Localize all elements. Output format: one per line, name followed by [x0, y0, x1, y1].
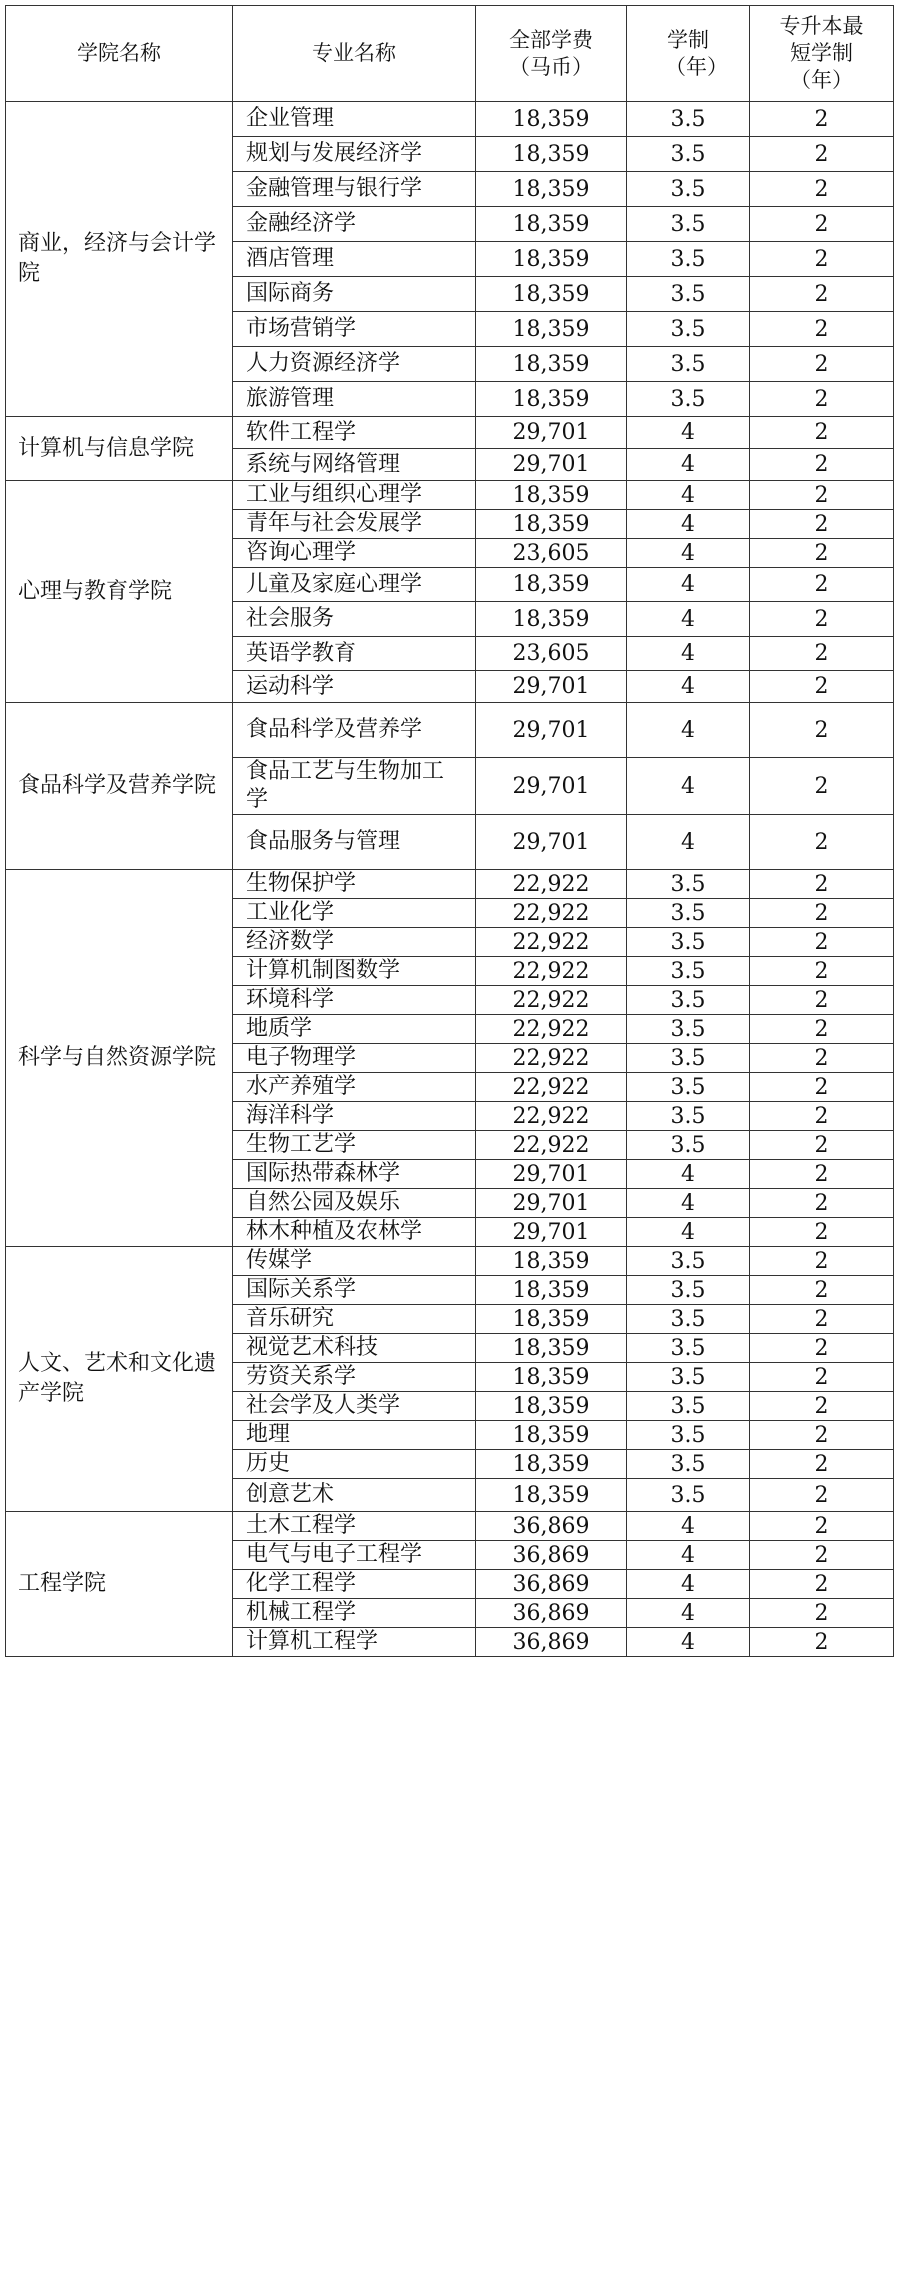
min-duration-cell: 2 — [750, 277, 894, 312]
tuition-fee-cell: 22,922 — [476, 899, 627, 928]
min-duration-cell: 2 — [750, 382, 894, 417]
min-duration-cell: 2 — [750, 1073, 894, 1102]
duration-cell: 3.5 — [627, 1276, 750, 1305]
tuition-fee-cell: 18,359 — [476, 510, 627, 539]
duration-cell: 3.5 — [627, 870, 750, 899]
tuition-fee-cell: 18,359 — [476, 1392, 627, 1421]
min-duration-cell: 2 — [750, 102, 894, 137]
duration-cell: 3.5 — [627, 137, 750, 172]
major-name-cell: 社会服务 — [233, 602, 476, 637]
min-duration-cell: 2 — [750, 539, 894, 568]
table-row — [6, 870, 894, 899]
duration-cell: 4 — [627, 1512, 750, 1541]
duration-cell: 3.5 — [627, 928, 750, 957]
tuition-fee-cell: 22,922 — [476, 986, 627, 1015]
major-name-cell: 金融管理与银行学 — [233, 172, 476, 207]
tuition-fee-cell: 29,701 — [476, 449, 627, 481]
college-name-cell: 食品科学及营养学院 — [6, 703, 233, 870]
tuition-fee-cell: 29,701 — [476, 671, 627, 703]
major-name-cell: 林木种植及农林学 — [233, 1218, 476, 1247]
min-duration-cell: 2 — [750, 1334, 894, 1363]
major-name-cell: 音乐研究 — [233, 1305, 476, 1334]
major-name-cell: 生物保护学 — [233, 870, 476, 899]
header-duration: 学制（年） — [627, 6, 750, 102]
min-duration-cell: 2 — [750, 510, 894, 539]
min-duration-cell: 2 — [750, 1450, 894, 1479]
min-duration-cell: 2 — [750, 870, 894, 899]
tuition-fee-cell: 18,359 — [476, 1479, 627, 1512]
tuition-fee-cell: 22,922 — [476, 1015, 627, 1044]
tuition-fee-cell: 18,359 — [476, 242, 627, 277]
duration-cell: 4 — [627, 1189, 750, 1218]
duration-cell: 3.5 — [627, 1363, 750, 1392]
major-name-cell: 地理 — [233, 1421, 476, 1450]
major-name-cell: 旅游管理 — [233, 382, 476, 417]
min-duration-cell: 2 — [750, 1541, 894, 1570]
duration-cell: 3.5 — [627, 1450, 750, 1479]
min-duration-cell: 2 — [750, 207, 894, 242]
major-name-cell: 国际热带森林学 — [233, 1160, 476, 1189]
min-duration-cell: 2 — [750, 899, 894, 928]
min-duration-cell: 2 — [750, 312, 894, 347]
duration-cell: 3.5 — [627, 382, 750, 417]
duration-cell: 3.5 — [627, 1305, 750, 1334]
duration-cell: 4 — [627, 703, 750, 758]
min-duration-cell: 2 — [750, 1512, 894, 1541]
min-duration-cell: 2 — [750, 242, 894, 277]
college-name-cell: 商业，经济与会计学院 — [6, 102, 233, 417]
major-name-cell: 市场营销学 — [233, 312, 476, 347]
major-name-cell: 劳资关系学 — [233, 1363, 476, 1392]
duration-cell: 3.5 — [627, 1392, 750, 1421]
major-name-cell: 海洋科学 — [233, 1102, 476, 1131]
duration-cell: 4 — [627, 637, 750, 671]
tuition-fee-cell: 18,359 — [476, 137, 627, 172]
duration-cell: 3.5 — [627, 1334, 750, 1363]
major-name-cell: 企业管理 — [233, 102, 476, 137]
min-duration-cell: 2 — [750, 957, 894, 986]
major-name-cell: 运动科学 — [233, 671, 476, 703]
tuition-fee-cell: 18,359 — [476, 347, 627, 382]
duration-cell: 4 — [627, 1599, 750, 1628]
min-duration-cell: 2 — [750, 1363, 894, 1392]
major-name-cell: 社会学及人类学 — [233, 1392, 476, 1421]
tuition-fee-cell: 22,922 — [476, 1131, 627, 1160]
major-name-cell: 系统与网络管理 — [233, 449, 476, 481]
major-name-cell: 工业与组织心理学 — [233, 481, 476, 510]
tuition-fee-cell: 18,359 — [476, 207, 627, 242]
min-duration-cell: 2 — [750, 449, 894, 481]
duration-cell: 3.5 — [627, 207, 750, 242]
tuition-fee-cell: 18,359 — [476, 1305, 627, 1334]
min-duration-cell: 2 — [750, 568, 894, 602]
major-name-cell: 生物工艺学 — [233, 1131, 476, 1160]
min-duration-cell: 2 — [750, 758, 894, 815]
duration-cell: 3.5 — [627, 1479, 750, 1512]
table-row — [6, 1512, 894, 1541]
duration-cell: 3.5 — [627, 102, 750, 137]
min-duration-cell: 2 — [750, 1044, 894, 1073]
tuition-fee-cell: 29,701 — [476, 1218, 627, 1247]
duration-cell: 4 — [627, 568, 750, 602]
tuition-fee-cell: 18,359 — [476, 1421, 627, 1450]
major-name-cell: 工业化学 — [233, 899, 476, 928]
min-duration-cell: 2 — [750, 1628, 894, 1657]
tuition-fee-cell: 23,605 — [476, 539, 627, 568]
major-name-cell: 历史 — [233, 1450, 476, 1479]
tuition-fee-cell: 22,922 — [476, 1073, 627, 1102]
min-duration-cell: 2 — [750, 815, 894, 870]
major-name-cell: 食品服务与管理 — [233, 815, 476, 870]
tuition-fee-cell: 18,359 — [476, 1363, 627, 1392]
college-name-cell: 人文、艺术和文化遗产学院 — [6, 1247, 233, 1512]
major-name-cell: 人力资源经济学 — [233, 347, 476, 382]
table-row — [6, 703, 894, 758]
tuition-fee-cell: 29,701 — [476, 703, 627, 758]
duration-cell: 4 — [627, 1570, 750, 1599]
tuition-fee-cell: 22,922 — [476, 1102, 627, 1131]
tuition-fee-cell: 29,701 — [476, 815, 627, 870]
min-duration-cell: 2 — [750, 1218, 894, 1247]
major-name-cell: 计算机制图数学 — [233, 957, 476, 986]
min-duration-cell: 2 — [750, 1305, 894, 1334]
duration-cell: 3.5 — [627, 1421, 750, 1450]
major-name-cell: 创意艺术 — [233, 1479, 476, 1512]
major-name-cell: 计算机工程学 — [233, 1628, 476, 1657]
major-name-cell: 经济数学 — [233, 928, 476, 957]
major-name-cell: 传媒学 — [233, 1247, 476, 1276]
major-name-cell: 机械工程学 — [233, 1599, 476, 1628]
major-name-cell: 水产养殖学 — [233, 1073, 476, 1102]
major-name-cell: 咨询心理学 — [233, 539, 476, 568]
duration-cell: 3.5 — [627, 347, 750, 382]
tuition-fee-cell: 18,359 — [476, 602, 627, 637]
major-name-cell: 食品科学及营养学 — [233, 703, 476, 758]
major-name-cell: 地质学 — [233, 1015, 476, 1044]
tuition-fee-cell: 18,359 — [476, 1450, 627, 1479]
duration-cell: 4 — [627, 602, 750, 637]
table-row — [6, 1247, 894, 1276]
major-name-cell: 视觉艺术科技 — [233, 1334, 476, 1363]
duration-cell: 3.5 — [627, 1073, 750, 1102]
tuition-fee-cell: 18,359 — [476, 172, 627, 207]
major-name-cell: 食品工艺与生物加工学 — [233, 758, 476, 815]
tuition-fee-cell: 36,869 — [476, 1570, 627, 1599]
tuition-fee-cell: 29,701 — [476, 1189, 627, 1218]
tuition-fee-cell: 18,359 — [476, 382, 627, 417]
tuition-fee-cell: 22,922 — [476, 1044, 627, 1073]
major-name-cell: 酒店管理 — [233, 242, 476, 277]
table-row — [6, 417, 894, 449]
min-duration-cell: 2 — [750, 1189, 894, 1218]
min-duration-cell: 2 — [750, 1392, 894, 1421]
header-college: 学院名称 — [6, 6, 233, 102]
table-row — [6, 481, 894, 510]
duration-cell: 3.5 — [627, 1044, 750, 1073]
major-name-cell: 电子物理学 — [233, 1044, 476, 1073]
major-name-cell: 软件工程学 — [233, 417, 476, 449]
tuition-fee-cell: 22,922 — [476, 870, 627, 899]
major-name-cell: 自然公园及娱乐 — [233, 1189, 476, 1218]
min-duration-cell: 2 — [750, 1247, 894, 1276]
min-duration-cell: 2 — [750, 928, 894, 957]
min-duration-cell: 2 — [750, 1160, 894, 1189]
duration-cell: 3.5 — [627, 312, 750, 347]
duration-cell: 3.5 — [627, 172, 750, 207]
major-name-cell: 化学工程学 — [233, 1570, 476, 1599]
duration-cell: 4 — [627, 417, 750, 449]
tuition-fee-cell: 18,359 — [476, 102, 627, 137]
min-duration-cell: 2 — [750, 1276, 894, 1305]
major-name-cell: 青年与社会发展学 — [233, 510, 476, 539]
min-duration-cell: 2 — [750, 347, 894, 382]
major-name-cell: 环境科学 — [233, 986, 476, 1015]
college-name-cell: 计算机与信息学院 — [6, 417, 233, 481]
college-name-cell: 科学与自然资源学院 — [6, 870, 233, 1247]
min-duration-cell: 2 — [750, 1570, 894, 1599]
tuition-fee-cell: 36,869 — [476, 1512, 627, 1541]
duration-cell: 4 — [627, 1160, 750, 1189]
table-row — [6, 102, 894, 137]
min-duration-cell: 2 — [750, 417, 894, 449]
tuition-table — [5, 5, 894, 1657]
duration-cell: 4 — [627, 758, 750, 815]
duration-cell: 3.5 — [627, 1247, 750, 1276]
tuition-fee-cell: 29,701 — [476, 1160, 627, 1189]
min-duration-cell: 2 — [750, 481, 894, 510]
duration-cell: 4 — [627, 449, 750, 481]
duration-cell: 4 — [627, 539, 750, 568]
min-duration-cell: 2 — [750, 1421, 894, 1450]
college-name-cell: 心理与教育学院 — [6, 481, 233, 703]
min-duration-cell: 2 — [750, 671, 894, 703]
tuition-fee-cell: 29,701 — [476, 758, 627, 815]
major-name-cell: 国际关系学 — [233, 1276, 476, 1305]
college-name-cell: 工程学院 — [6, 1512, 233, 1657]
duration-cell: 4 — [627, 510, 750, 539]
min-duration-cell: 2 — [750, 1131, 894, 1160]
duration-cell: 4 — [627, 1541, 750, 1570]
major-name-cell: 电气与电子工程学 — [233, 1541, 476, 1570]
tuition-fee-cell: 18,359 — [476, 481, 627, 510]
min-duration-cell: 2 — [750, 602, 894, 637]
min-duration-cell: 2 — [750, 986, 894, 1015]
min-duration-cell: 2 — [750, 137, 894, 172]
min-duration-cell: 2 — [750, 1015, 894, 1044]
duration-cell: 3.5 — [627, 1015, 750, 1044]
header-major: 专业名称 — [233, 6, 476, 102]
min-duration-cell: 2 — [750, 1599, 894, 1628]
tuition-fee-cell: 18,359 — [476, 277, 627, 312]
tuition-fee-cell: 36,869 — [476, 1599, 627, 1628]
duration-cell: 4 — [627, 1628, 750, 1657]
tuition-fee-cell: 29,701 — [476, 417, 627, 449]
min-duration-cell: 2 — [750, 637, 894, 671]
duration-cell: 3.5 — [627, 986, 750, 1015]
major-name-cell: 规划与发展经济学 — [233, 137, 476, 172]
tuition-fee-cell: 22,922 — [476, 957, 627, 986]
duration-cell: 3.5 — [627, 1102, 750, 1131]
major-name-cell: 土木工程学 — [233, 1512, 476, 1541]
tuition-fee-cell: 23,605 — [476, 637, 627, 671]
tuition-fee-cell: 22,922 — [476, 928, 627, 957]
duration-cell: 4 — [627, 815, 750, 870]
duration-cell: 4 — [627, 1218, 750, 1247]
header-min-duration: 专升本最短学制（年） — [750, 6, 894, 102]
duration-cell: 3.5 — [627, 899, 750, 928]
major-name-cell: 金融经济学 — [233, 207, 476, 242]
duration-cell: 4 — [627, 481, 750, 510]
duration-cell: 4 — [627, 671, 750, 703]
min-duration-cell: 2 — [750, 172, 894, 207]
duration-cell: 3.5 — [627, 957, 750, 986]
tuition-fee-cell: 36,869 — [476, 1541, 627, 1570]
major-name-cell: 儿童及家庭心理学 — [233, 568, 476, 602]
tuition-fee-cell: 18,359 — [476, 1334, 627, 1363]
major-name-cell: 英语学教育 — [233, 637, 476, 671]
tuition-fee-cell: 36,869 — [476, 1628, 627, 1657]
tuition-fee-cell: 18,359 — [476, 312, 627, 347]
major-name-cell: 国际商务 — [233, 277, 476, 312]
tuition-fee-cell: 18,359 — [476, 568, 627, 602]
tuition-fee-cell: 18,359 — [476, 1247, 627, 1276]
duration-cell: 3.5 — [627, 1131, 750, 1160]
min-duration-cell: 2 — [750, 703, 894, 758]
duration-cell: 3.5 — [627, 277, 750, 312]
header-row — [6, 6, 894, 102]
duration-cell: 3.5 — [627, 242, 750, 277]
tuition-fee-cell: 18,359 — [476, 1276, 627, 1305]
min-duration-cell: 2 — [750, 1102, 894, 1131]
min-duration-cell: 2 — [750, 1479, 894, 1512]
header-fee: 全部学费（马币） — [476, 6, 627, 102]
